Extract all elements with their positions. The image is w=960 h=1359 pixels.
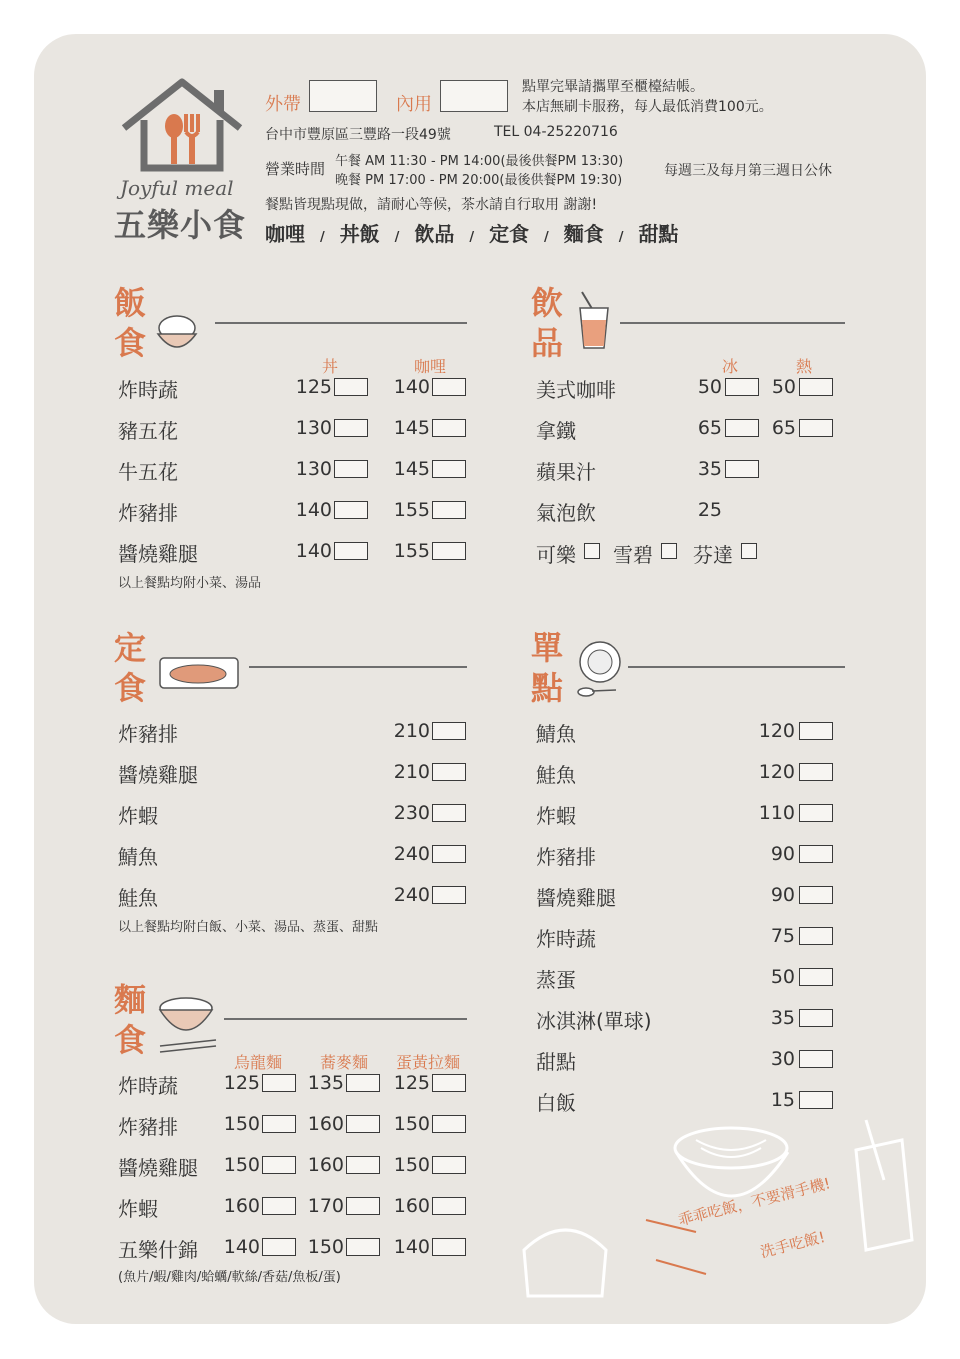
rice-price-curry: 145 bbox=[393, 458, 430, 480]
rice-price-don: 130 bbox=[295, 417, 332, 439]
rice-price-don: 140 bbox=[295, 540, 332, 562]
address: 台中市豐原區三豐路一段49號 bbox=[265, 127, 451, 143]
noodle-price: 150 bbox=[393, 1113, 430, 1135]
rice-note: 以上餐點均附小菜、湯品 bbox=[118, 576, 262, 591]
rice-price-don: 140 bbox=[295, 499, 332, 521]
rice-check-don[interactable] bbox=[334, 501, 368, 519]
rice-item-name: 牛五花 bbox=[118, 460, 178, 484]
noodle-price: 140 bbox=[393, 1236, 430, 1258]
noodle-check[interactable] bbox=[346, 1238, 380, 1256]
dinein-label: 內用 bbox=[396, 94, 432, 115]
noodle-check[interactable] bbox=[432, 1197, 466, 1215]
order-note: 點單完畢請攜單至櫃檯結帳。 bbox=[522, 79, 704, 95]
hours-label: 營業時間 bbox=[265, 160, 326, 178]
rice-check-don[interactable] bbox=[334, 378, 368, 396]
brand-en: Joyful meal bbox=[120, 176, 234, 200]
alacarte-item-name: 炸豬排 bbox=[536, 845, 596, 869]
noodle-item-name: 醬燒雞腿 bbox=[118, 1156, 198, 1180]
set-price: 230 bbox=[393, 802, 430, 824]
slogan-line2: 洗手吃飯! bbox=[758, 1227, 827, 1262]
drink-check-ice[interactable] bbox=[725, 419, 759, 437]
rice-price-curry: 155 bbox=[393, 540, 430, 562]
dinein-box[interactable] bbox=[440, 80, 508, 112]
alacarte-rule bbox=[628, 666, 845, 668]
noodle-price: 150 bbox=[307, 1236, 344, 1258]
alacarte-item-name: 甜點 bbox=[536, 1050, 576, 1074]
set-price: 210 bbox=[393, 720, 430, 742]
alacarte-price: 110 bbox=[758, 802, 795, 824]
rice-check-curry[interactable] bbox=[432, 460, 466, 478]
noodle-check[interactable] bbox=[432, 1238, 466, 1256]
rice-item-name: 炸時蔬 bbox=[118, 378, 178, 402]
drink-item-name: 氣泡飲 bbox=[536, 501, 596, 525]
noodle-check[interactable] bbox=[346, 1115, 380, 1133]
alacarte-price: 75 bbox=[770, 925, 795, 947]
alacarte-item-name: 蒸蛋 bbox=[536, 968, 576, 992]
category-dessert: 甜點 bbox=[638, 222, 679, 246]
rice-check-curry[interactable] bbox=[432, 542, 466, 560]
alacarte-check[interactable] bbox=[799, 968, 833, 986]
category-drinks: 飲品 bbox=[414, 222, 455, 246]
drink-price-hot: 65 bbox=[771, 417, 796, 439]
noodle-price: 125 bbox=[223, 1072, 260, 1094]
set-note: 以上餐點均附白飯、小菜、湯品、蒸蛋、甜點 bbox=[118, 920, 379, 935]
alacarte-price: 30 bbox=[770, 1048, 795, 1070]
noodle-check[interactable] bbox=[346, 1074, 380, 1092]
noodles-title: 麵 食 bbox=[114, 981, 147, 1059]
drink-cup-icon bbox=[574, 290, 614, 352]
drink-price-ice: 65 bbox=[697, 417, 722, 439]
house-logo-icon bbox=[118, 76, 246, 176]
alacarte-title: 單 點 bbox=[531, 629, 564, 707]
rice-check-curry[interactable] bbox=[432, 419, 466, 437]
noodle-item-name: 炸豬排 bbox=[118, 1115, 178, 1139]
rice-check-curry[interactable] bbox=[432, 378, 466, 396]
noodle-check[interactable] bbox=[346, 1156, 380, 1174]
alacarte-price: 15 bbox=[770, 1089, 795, 1111]
drink-item-name: 拿鐵 bbox=[536, 419, 576, 443]
noodle-price: 160 bbox=[393, 1195, 430, 1217]
category-nav: 咖哩 / 丼飯 / 飲品 / 定食 / 麵食 / 甜點 bbox=[265, 222, 679, 246]
rice-item-name: 炸豬排 bbox=[118, 501, 178, 525]
alacarte-check[interactable] bbox=[799, 1091, 833, 1109]
drinks-title: 飲 品 bbox=[531, 284, 564, 362]
drink-price-hot: 50 bbox=[771, 376, 796, 398]
drink-item-name: 蘋果汁 bbox=[536, 460, 596, 484]
takeout-box[interactable] bbox=[309, 80, 377, 112]
alacarte-check[interactable] bbox=[799, 722, 833, 740]
set-check[interactable] bbox=[432, 722, 466, 740]
noodle-check[interactable] bbox=[262, 1156, 296, 1174]
set-item-name: 鯖魚 bbox=[118, 845, 158, 869]
set-price: 240 bbox=[393, 884, 430, 906]
drinks-col-hot: 熱 bbox=[796, 357, 813, 376]
noodle-check[interactable] bbox=[262, 1074, 296, 1092]
set-item-name: 炸蝦 bbox=[118, 804, 158, 828]
noodle-price: 160 bbox=[223, 1195, 260, 1217]
noodle-check[interactable] bbox=[262, 1238, 296, 1256]
drink-price-ice: 35 bbox=[697, 458, 722, 480]
alacarte-check[interactable] bbox=[799, 927, 833, 945]
alacarte-price: 90 bbox=[770, 843, 795, 865]
noodle-check[interactable] bbox=[432, 1115, 466, 1133]
drinks-col-ice: 冰 bbox=[722, 357, 739, 376]
set-check[interactable] bbox=[432, 886, 466, 904]
noodle-check[interactable] bbox=[346, 1197, 380, 1215]
fresh-note: 餐點皆現點現做，請耐心等候，茶水請自行取用 謝謝! bbox=[265, 197, 598, 213]
drink-check-ice[interactable] bbox=[725, 378, 759, 396]
alacarte-check[interactable] bbox=[799, 763, 833, 781]
dinner-hours: 晚餐 PM 17:00 - PM 20:00(最後供餐PM 19:30) bbox=[335, 173, 623, 188]
rice-col-don: 丼 bbox=[322, 357, 339, 376]
rice-bowl-icon bbox=[154, 310, 200, 356]
drink-item-name: 美式咖啡 bbox=[536, 378, 616, 402]
alacarte-check[interactable] bbox=[799, 1009, 833, 1027]
brand-zh: 五樂小食 bbox=[114, 206, 247, 244]
noodle-check[interactable] bbox=[432, 1156, 466, 1174]
noodle-price: 160 bbox=[307, 1113, 344, 1135]
noodle-price: 170 bbox=[307, 1195, 344, 1217]
category-donburi: 丼飯 bbox=[339, 222, 380, 246]
alacarte-item-name: 白飯 bbox=[536, 1091, 576, 1115]
noodle-price: 150 bbox=[223, 1154, 260, 1176]
set-check[interactable] bbox=[432, 804, 466, 822]
set-item-name: 鮭魚 bbox=[118, 886, 158, 910]
soda-name: 雪碧 bbox=[613, 543, 653, 567]
noodles-col-udon: 烏龍麵 bbox=[234, 1053, 283, 1072]
soda-name: 芬達 bbox=[693, 543, 733, 567]
closed-days: 每週三及每月第三週日公休 bbox=[664, 163, 832, 179]
steamed-egg-icon bbox=[574, 636, 622, 700]
soda-name: 可樂 bbox=[536, 543, 576, 567]
noodle-price: 150 bbox=[223, 1113, 260, 1135]
alacarte-price: 120 bbox=[758, 761, 795, 783]
alacarte-item-name: 鮭魚 bbox=[536, 763, 576, 787]
card-note: 本店無刷卡服務，每人最低消費100元。 bbox=[522, 99, 773, 115]
noodles-note: (魚片/蝦/雞肉/蛤蠣/軟絲/香菇/魚板/蛋) bbox=[118, 1270, 341, 1285]
slogan-line1: 乖乖吃飯，不要滑手機! bbox=[676, 1174, 833, 1230]
alacarte-check[interactable] bbox=[799, 1050, 833, 1068]
drink-check-hot[interactable] bbox=[799, 378, 833, 396]
rice-price-curry: 155 bbox=[393, 499, 430, 521]
drink-price-ice: 25 bbox=[697, 499, 722, 521]
rice-col-curry: 咖哩 bbox=[414, 357, 447, 376]
set-check[interactable] bbox=[432, 845, 466, 863]
set-title: 定 食 bbox=[114, 629, 147, 707]
rice-item-name: 豬五花 bbox=[118, 419, 178, 443]
rice-check-don[interactable] bbox=[334, 460, 368, 478]
alacarte-item-name: 冰淇淋(單球) bbox=[536, 1009, 652, 1033]
set-price: 210 bbox=[393, 761, 430, 783]
alacarte-item-name: 炸時蔬 bbox=[536, 927, 596, 951]
rice-price-don: 125 bbox=[295, 376, 332, 398]
alacarte-item-name: 炸蝦 bbox=[536, 804, 576, 828]
noodles-col-ramen: 蛋黃拉麵 bbox=[396, 1053, 461, 1072]
noodle-price: 140 bbox=[223, 1236, 260, 1258]
rice-rule bbox=[215, 322, 467, 324]
takeout-label: 外帶 bbox=[265, 94, 301, 115]
drink-check-ice[interactable] bbox=[725, 460, 759, 478]
noodle-price: 160 bbox=[307, 1154, 344, 1176]
rice-title: 飯 食 bbox=[114, 284, 147, 362]
category-curry: 咖哩 bbox=[265, 222, 305, 246]
soda-check[interactable] bbox=[741, 543, 757, 559]
noodles-col-soba: 蕎麥麵 bbox=[320, 1053, 369, 1072]
noodle-item-name: 炸時蔬 bbox=[118, 1074, 178, 1098]
alacarte-price: 50 bbox=[770, 966, 795, 988]
rice-price-don: 130 bbox=[295, 458, 332, 480]
noodles-rule bbox=[224, 1018, 467, 1020]
noodle-check[interactable] bbox=[262, 1197, 296, 1215]
set-item-name: 醬燒雞腿 bbox=[118, 763, 198, 787]
set-price: 240 bbox=[393, 843, 430, 865]
noodle-price: 135 bbox=[307, 1072, 344, 1094]
alacarte-item-name: 鯖魚 bbox=[536, 722, 576, 746]
noodle-check[interactable] bbox=[262, 1115, 296, 1133]
alacarte-price: 120 bbox=[758, 720, 795, 742]
category-noodles: 麵食 bbox=[563, 222, 604, 246]
alacarte-check[interactable] bbox=[799, 845, 833, 863]
alacarte-check[interactable] bbox=[799, 804, 833, 822]
soda-check[interactable] bbox=[661, 543, 677, 559]
noodle-check[interactable] bbox=[432, 1074, 466, 1092]
drinks-rule bbox=[620, 322, 845, 324]
set-rule bbox=[249, 666, 467, 668]
telephone: TEL 04-25220716 bbox=[494, 124, 618, 140]
set-check[interactable] bbox=[432, 763, 466, 781]
drink-check-hot[interactable] bbox=[799, 419, 833, 437]
fish-plate-icon bbox=[158, 654, 240, 694]
soda-check[interactable] bbox=[584, 543, 600, 559]
noodle-price: 150 bbox=[393, 1154, 430, 1176]
drink-price-ice: 50 bbox=[697, 376, 722, 398]
category-set: 定食 bbox=[489, 222, 530, 246]
lunch-hours: 午餐 AM 11:30 - PM 14:00(最後供餐PM 13:30) bbox=[335, 154, 624, 169]
alacarte-price: 90 bbox=[770, 884, 795, 906]
noodle-price: 125 bbox=[393, 1072, 430, 1094]
set-item-name: 炸豬排 bbox=[118, 722, 178, 746]
noodle-item-name: 五樂什錦 bbox=[118, 1238, 198, 1262]
rice-price-curry: 140 bbox=[393, 376, 430, 398]
alacarte-item-name: 醬燒雞腿 bbox=[536, 886, 616, 910]
rice-check-don[interactable] bbox=[334, 419, 368, 437]
rice-check-curry[interactable] bbox=[432, 501, 466, 519]
rice-check-don[interactable] bbox=[334, 542, 368, 560]
noodle-item-name: 炸蝦 bbox=[118, 1197, 158, 1221]
alacarte-check[interactable] bbox=[799, 886, 833, 904]
noodle-bowl-icon bbox=[156, 994, 218, 1058]
rice-price-curry: 145 bbox=[393, 417, 430, 439]
alacarte-price: 35 bbox=[770, 1007, 795, 1029]
rice-item-name: 醬燒雞腿 bbox=[118, 542, 198, 566]
